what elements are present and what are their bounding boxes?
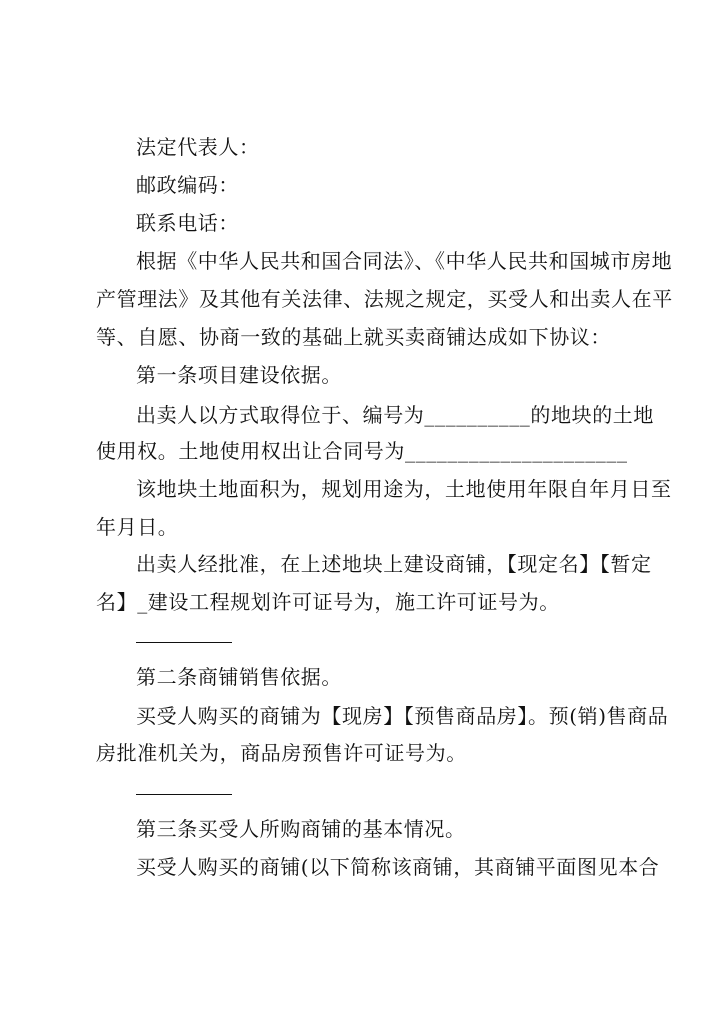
article-1-heading: 第一条项目建设依据。 [136, 363, 342, 387]
preamble-line-1: 根据《中华人民共和国合同法》、《中华人民共和国城市房地 [136, 249, 673, 273]
article-2-text-line-2: 房批准机关为，商品房预售许可证号为。 [96, 741, 467, 765]
preamble-line-2: 产管理法》及其他有关法律、法规之规定，买受人和出卖人在平 [96, 287, 673, 311]
article-1-text-line-3: 该地块土地面积为，规划用途为，土地使用年限自年月日至 [136, 477, 672, 501]
article-2-heading: 第二条商铺销售依据。 [136, 665, 342, 689]
legal-representative-field: 法定代表人： [136, 135, 260, 159]
article-1-text-line-5: 出卖人经批准，在上述地块上建设商铺，【现定名】【暂定 [136, 552, 652, 576]
article-1-text-line-4: 年月日。 [96, 515, 179, 539]
article-1-text-line-6: 名】_建设工程规划许可证号为，施工许可证号为。 [96, 590, 560, 614]
article-1-text-line-1: 出卖人以方式取得位于、编号为__________的地块的土地 [136, 403, 654, 427]
article-3-text-line-1: 买受人购买的商铺(以下简称该商铺，其商铺平面图见本合 [136, 855, 660, 879]
contact-phone-field: 联系电话： [136, 211, 239, 235]
article-3-heading: 第三条买受人所购商铺的基本情况。 [136, 817, 466, 841]
article-1-text-line-2: 使用权。土地使用权出让合同号为_____________________ [96, 439, 628, 463]
blank-rule-2 [136, 794, 232, 795]
article-2-text-line-1: 买受人购买的商铺为【现房】【预售商品房】。预(销)售商品 [136, 704, 669, 728]
preamble-line-3: 等、自愿、协商一致的基础上就买卖商铺达成如下协议： [96, 325, 611, 349]
postal-code-field: 邮政编码： [136, 173, 239, 197]
blank-rule-1 [136, 642, 232, 643]
